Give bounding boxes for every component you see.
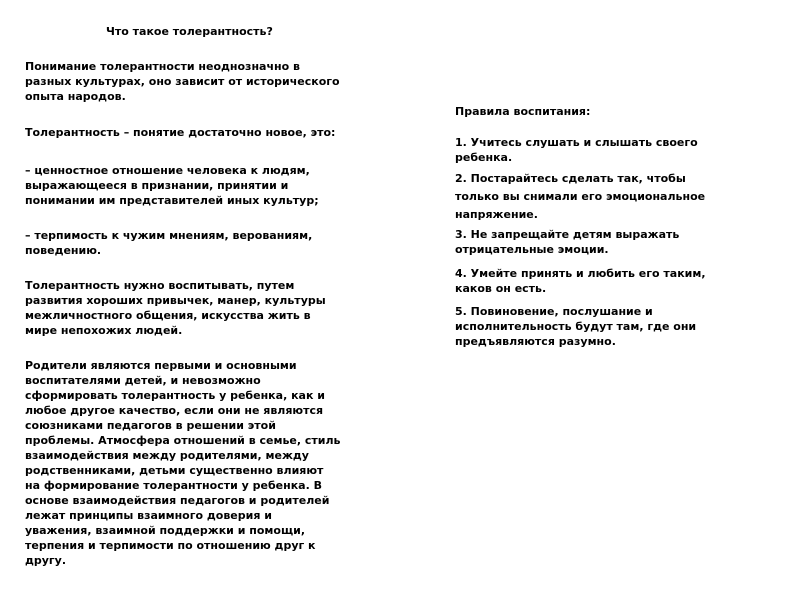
definition-item-1: – ценностное отношение человека к людям, выражающееся в признании, принятии и понимании им представителей иных культур; [25, 164, 319, 207]
rule-item-5: 5. Повиновение, послушание и исполнительность будут там, где они предъявляются разумно. [455, 305, 697, 348]
rule-item-3: 3. Не запрещайте детям выражать отрицательные эмоции. [455, 228, 680, 256]
parents-paragraph: Родители являются первыми и основными воспитателями детей, и невозможно сформировать толерантность у ребенка, как и любое другое качество, если они не являются союзниками педагогов в решении этой проблемы. Атмосфера отношений в семье, стиль взаимодействия между родителями, между родственниками, детьми существенно влияют на формирование толерантности у ребенка. В основе взаимодействия педагогов и родителей лежат принципы взаимного доверия и уважения, взаимной поддержки и помощи, терпения и терпимости по отношению друг к другу. [25, 359, 341, 567]
rule-item-4: 4. Умейте принять и любить его таким, каков он есть. [455, 267, 706, 295]
definition-lead: Толерантность – понятие достаточно новое, это: [25, 126, 336, 139]
definition-item-2: – терпимость к чужим мнениям, верованиям, поведению. [25, 229, 313, 257]
page-title: Что такое толерантность? [106, 25, 273, 38]
intro-paragraph: Понимание толерантности неоднозначно в разных культурах, оно зависит от исторического опыта народов. [25, 60, 340, 103]
rules-heading: Правила воспитания: [455, 105, 591, 118]
rule-item-2: 2. Постарайтесь сделать так, чтобы только вы снимали его эмоциональное напряжение. [455, 172, 706, 221]
rule-item-1: 1. Учитесь слушать и слышать своего ребенка. [455, 136, 698, 164]
upbringing-paragraph: Толерантность нужно воспитывать, путем развития хороших привычек, манер, культуры межличностного общения, искусства жить в мире непохожих людей. [25, 279, 326, 337]
